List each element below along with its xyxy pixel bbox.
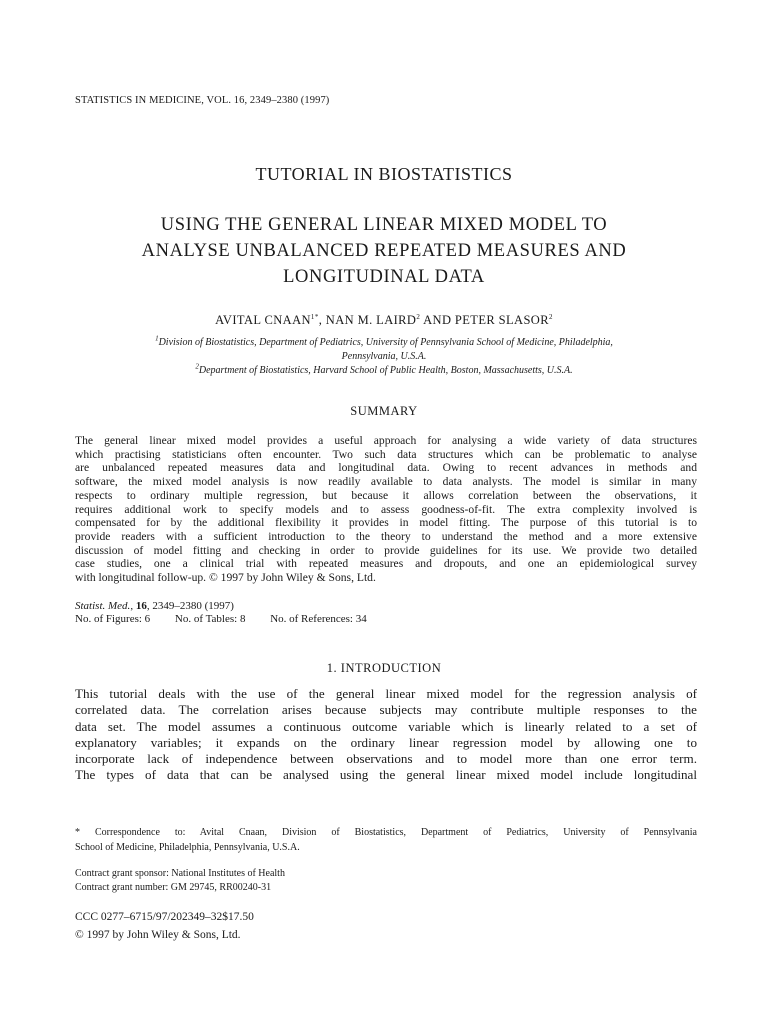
grant-info (75, 867, 285, 895)
summary-line: requires additional work to specify models and to assess goodness-of-fit. The extra complexity involved is (75, 502, 697, 516)
ccc-code: CCC 0277–6715/97/202349–32$17.50 (75, 911, 254, 923)
citation-line: Statist. Med., 16, 2349–2380 (1997) (75, 600, 234, 612)
footnote-line: * Correspondence to: Avital Cnaan, Division of Biostatistics, Department of Pediatrics, University of Pennsylvania (75, 827, 697, 838)
summary-line: respects to ordinary multiple regression, but because it allows correlation between the observations, it (75, 488, 697, 502)
title-line: LONGITUDINAL DATA (283, 267, 485, 287)
author-name: AND PETER SLASOR (420, 313, 549, 327)
author-marker: 2 (416, 312, 421, 321)
introduction-body (75, 686, 697, 784)
intro-line: This tutorial deals with the use of the general linear mixed model for the regression analysis of (75, 686, 697, 701)
title-line: USING THE GENERAL LINEAR MIXED MODEL TO (160, 215, 608, 235)
summary-line: compensated for by the additional flexibility it provides in model fitting. The purpose of this tutorial is to (75, 516, 697, 530)
summary-line: with longitudinal follow-up. © 1997 by John Wiley & Sons, Ltd. (75, 571, 376, 585)
citation-journal: Statist. Med. (75, 600, 131, 612)
summary-line: discussion of model fitting and checking in order to provide guidelines for its use. We provide two detailed (75, 543, 697, 557)
journal-running-header: STATISTICS IN MEDICINE, VOL. 16, 2349–2380 (1997) (75, 95, 330, 106)
summary-line: provide readers with a sufficient introduction to the theory to understand the method and a more extensive (75, 529, 697, 543)
citation-volume: 16 (135, 600, 147, 612)
author-marker: 2 (548, 312, 553, 321)
affiliation-2 (75, 364, 693, 378)
author-name: , NAN M. LAIRD (318, 313, 417, 327)
correspondence-footnote (75, 825, 697, 855)
citation-pages: , 2349–2380 (1997) (146, 600, 234, 612)
summary-line: case studies, one a clinical trial with repeated measures and dropouts, and one an epidemiological survey (75, 557, 697, 571)
grant-number: Contract grant number: GM 29745, RR00240-31 (75, 882, 272, 893)
introduction-heading: 1. INTRODUCTION (326, 661, 442, 675)
series-title: TUTORIAL IN BIOSTATISTICS (255, 164, 513, 184)
affiliation-text: Pennsylvania, U.S.A. (341, 351, 427, 362)
affiliation-text: Division of Biostatistics, Department of Pediatrics, University of Pennsylvania School of Medicine, Philadelphia, (158, 337, 613, 348)
summary-line: which practising statisticians often encounter. Two such data structures which can be problematic to analyse (75, 447, 697, 461)
affiliation-marker: 1 (155, 334, 159, 343)
grant-sponsor: Contract grant sponsor: National Institutes of Health (75, 868, 285, 879)
paper-counts (75, 613, 389, 625)
intro-line: data set. The model assumes a continuous outcome variable which is linearly related to a set of (75, 718, 697, 734)
table-count: No. of Tables: 8 (174, 613, 246, 625)
summary-abstract (75, 434, 697, 585)
intro-line: correlated data. The correlation arises because subjects may contribute multiple responses to the (75, 702, 697, 718)
summary-heading: SUMMARY (350, 404, 418, 418)
author-list (0, 313, 768, 328)
author-marker: 1* (310, 312, 319, 321)
reference-count: No. of References: 34 (270, 613, 367, 625)
intro-line: explanatory variables; it expands on the ordinary linear regression model by allowing one to (75, 734, 697, 750)
affiliation-text: Department of Biostatistics, Harvard School of Public Health, Boston, Massachusetts, U.S.A. (198, 365, 573, 376)
copyright-block (75, 908, 254, 944)
affiliation-marker: 2 (195, 362, 199, 371)
summary-line: software, the mixed model analysis is now readily available to data analysts. The model is similar in many (75, 475, 697, 489)
title-line: ANALYSE UNBALANCED REPEATED MEASURES AND (141, 241, 627, 261)
copyright-notice: © 1997 by John Wiley & Sons, Ltd. (75, 929, 241, 941)
paper-title (60, 212, 708, 290)
summary-line: are unbalanced repeated measures data and longitudinal data. Owing to recent advances in methods and (75, 461, 697, 475)
footnote-line: School of Medicine, Philadelphia, Pennsylvania, U.S.A. (75, 842, 300, 853)
author-name: AVITAL CNAAN (215, 313, 311, 327)
intro-line: The types of data that can be analysed using the general linear mixed model include longitudinal (75, 767, 697, 783)
affiliation-1 (75, 336, 693, 364)
summary-line: The general linear mixed model provides a useful approach for analysing a wide variety of data structures (75, 434, 697, 447)
figure-count: No. of Figures: 6 (75, 613, 151, 625)
intro-line: incorporate lack of independence between observations and to model more than one error term. (75, 751, 697, 767)
